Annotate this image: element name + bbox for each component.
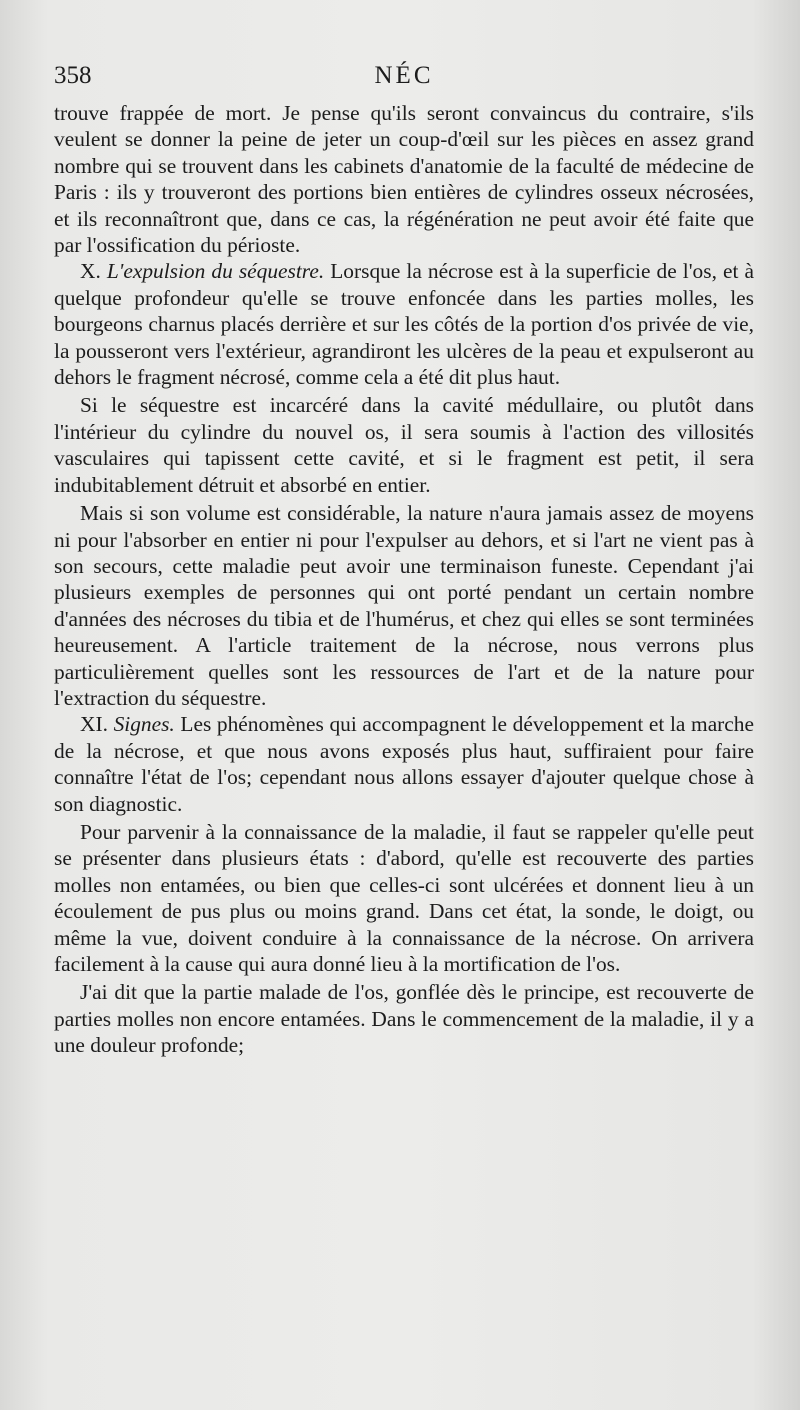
paragraph-text: Mais si son volume est considérable, la nature n'aura jamais assez de moyens ni pour l'absorber en entier ni pour l'expulser au dehors, et si l'art ne vient pas à son secours, cette maladie peut avoir une terminaison funeste. Cependant j'ai plusieurs exemples de personnes qui ont porté pendant un certain nombre d'années des nécroses du tibia et de l'humérus, et chez qui elles se sont terminées heureusement. A l'article traitement de la nécrose, nous verrons plus particulièrement quelles sont les ressources de l'art et de la nature pour l'extraction du séquestre. <box>54 501 754 710</box>
section-heading: L'expulsion du séquestre. <box>106 259 325 284</box>
paragraph-text: Si le séquestre est incarcéré dans la cavité médullaire, ou plutôt dans l'intérieur du cylindre du nouvel os, il sera soumis à l'action des villosités vasculaires qui tapissent cette cavité, et si le fragment est petit, il sera indubitablement détruit et absorbé en entier. <box>54 393 754 497</box>
paragraph-7 <box>54 979 754 1058</box>
paragraph-4 <box>54 500 754 711</box>
running-head: NÉC <box>374 62 434 89</box>
paragraph-text: J'ai dit que la partie malade de l'os, gonflée dès le principe, est recouverte de parties molles non encore entamées. Dans le commencement de la maladie, il y a une douleur profonde; <box>54 980 754 1058</box>
page-number: 358 <box>54 62 92 89</box>
paragraph-5 <box>54 711 754 817</box>
body-text <box>54 100 754 1059</box>
section-heading: Signes. <box>113 712 175 737</box>
paragraph-text: Pour parvenir à la connaissance de la maladie, il faut se rappeler qu'elle peut se présenter dans plusieurs états : d'abord, qu'elle est recouverte des parties molles non entamées, ou bien que celles-ci sont ulcérées et donnent lieu à un écoulement de pus plus ou moins grand. Dans cet état, la sonde, le doigt, ou même la vue, doivent conduire à la connaissance de la nécrose. On arrivera facilement à la cause qui aura donné lieu à la mortification de l'os. <box>54 819 754 976</box>
page-header <box>54 62 754 98</box>
paragraph-text: Les phénomènes qui accompagnent le développement et la marche de la nécrose, et que nous avons exposés plus haut, suffiraient pour faire connaître l'état de l'os; cependant nous allons essayer d'ajouter quelque chose à son diagnostic. <box>54 712 754 816</box>
paragraph-1 <box>54 100 754 258</box>
paragraph-2 <box>54 258 754 390</box>
paragraph-6 <box>54 819 754 977</box>
paragraph-text: Lorsque la nécrose est à la superficie de l'os, et à quelque profondeur qu'elle se trouve enfoncée dans les parties molles, les bourgeons charnus placés derrière et sur les côtés de la portion d'os privée de vie, la pousseront vers l'extérieur, agrandiront les ulcères de la peau et expulseront au dehors le fragment nécrosé, comme cela a été dit plus haut. <box>54 259 754 390</box>
section-number: X. <box>80 259 101 284</box>
paragraph-text: trouve frappée de mort. Je pense qu'ils seront convaincus du contraire, s'ils veulent se donner la peine de jeter un coup-d'œil sur les pièces en assez grand nombre qui se trouvent dans les cabinets d'anatomie de la faculté de médecine de Paris : ils y trouveront des portions bien entières de cylindres osseux nécrosées, et ils reconnaîtront que, dans ce cas, la régénération ne peut avoir été faite que par l'ossification du périoste. <box>54 101 754 258</box>
section-number: XI. <box>80 712 108 737</box>
paragraph-3 <box>54 392 754 498</box>
